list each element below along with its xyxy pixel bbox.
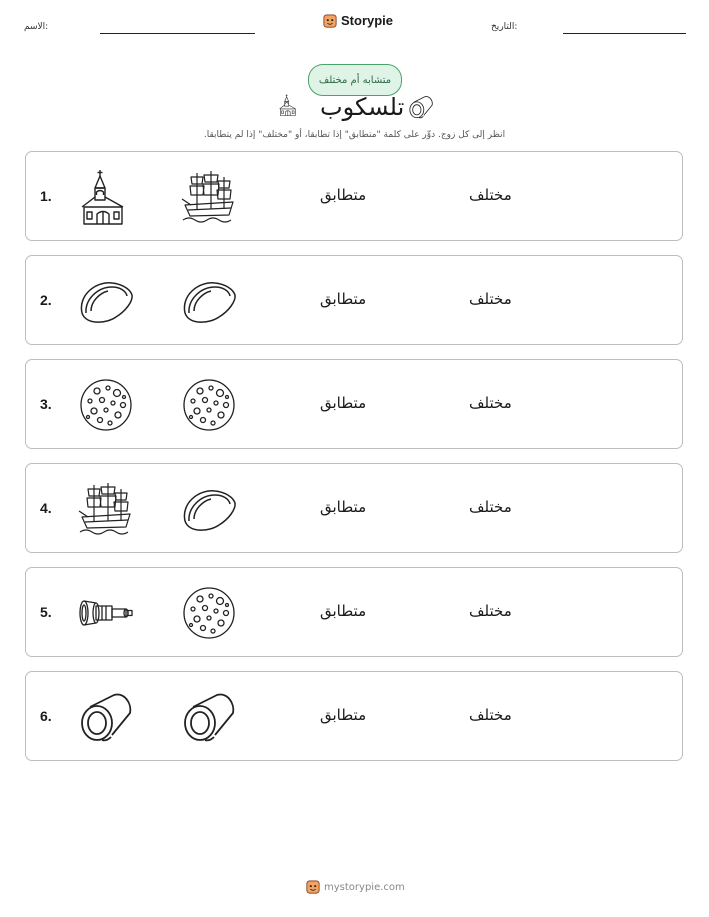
same-option[interactable]: متطابق <box>320 498 367 516</box>
question-number: 4. <box>40 500 52 516</box>
question-number: 3. <box>40 396 52 412</box>
different-option[interactable]: مختلف <box>469 290 512 308</box>
ship-icon <box>78 481 134 537</box>
lens-icon <box>181 481 237 537</box>
telescope-icon <box>78 585 134 641</box>
same-option[interactable]: متطابق <box>320 290 367 308</box>
question-row <box>25 567 683 657</box>
lens-icon <box>181 273 237 329</box>
different-option[interactable]: مختلف <box>469 394 512 412</box>
question-number: 2. <box>40 292 52 308</box>
storypie-logo-icon <box>323 14 337 28</box>
same-option[interactable]: متطابق <box>320 602 367 620</box>
page-title: تلسكوب <box>320 93 405 121</box>
moon-icon <box>181 585 237 641</box>
question-row <box>25 359 683 449</box>
date-line[interactable] <box>563 33 686 34</box>
moon-icon <box>181 377 237 433</box>
lens-icon <box>78 273 134 329</box>
question-number: 6. <box>40 708 52 724</box>
question-row <box>25 151 683 241</box>
church-icon <box>278 92 300 118</box>
same-option[interactable]: متطابق <box>320 706 367 724</box>
moon-icon <box>78 377 134 433</box>
footer-url[interactable]: mystorypie.com <box>324 881 405 893</box>
tube-icon <box>78 689 134 745</box>
tube-icon <box>408 94 434 120</box>
different-option[interactable]: مختلف <box>469 186 512 204</box>
tube-icon <box>181 689 237 745</box>
question-row <box>25 671 683 761</box>
name-label: الاسم: <box>24 22 49 32</box>
date-label: التاريخ: <box>491 22 518 32</box>
worksheet-type-badge: متشابه أم مختلف <box>308 64 402 96</box>
question-row <box>25 255 683 345</box>
question-row <box>25 463 683 553</box>
brand-name: Storypie <box>341 13 394 28</box>
footer <box>306 880 405 894</box>
brand <box>323 13 393 28</box>
name-line[interactable] <box>100 33 255 34</box>
church-icon <box>78 169 134 225</box>
instructions: انظر إلى كل زوج. دوِّر على كلمة "متطابق" إذا تطابقا، أو "مختلف" إذا لم يتطابقا. <box>203 130 506 140</box>
different-option[interactable]: مختلف <box>469 602 512 620</box>
same-option[interactable]: متطابق <box>320 186 367 204</box>
same-option[interactable]: متطابق <box>320 394 367 412</box>
question-number: 5. <box>40 604 52 620</box>
different-option[interactable]: مختلف <box>469 498 512 516</box>
ship-icon <box>181 169 237 225</box>
storypie-logo-icon <box>306 880 320 894</box>
question-number: 1. <box>40 188 52 204</box>
different-option[interactable]: مختلف <box>469 706 512 724</box>
